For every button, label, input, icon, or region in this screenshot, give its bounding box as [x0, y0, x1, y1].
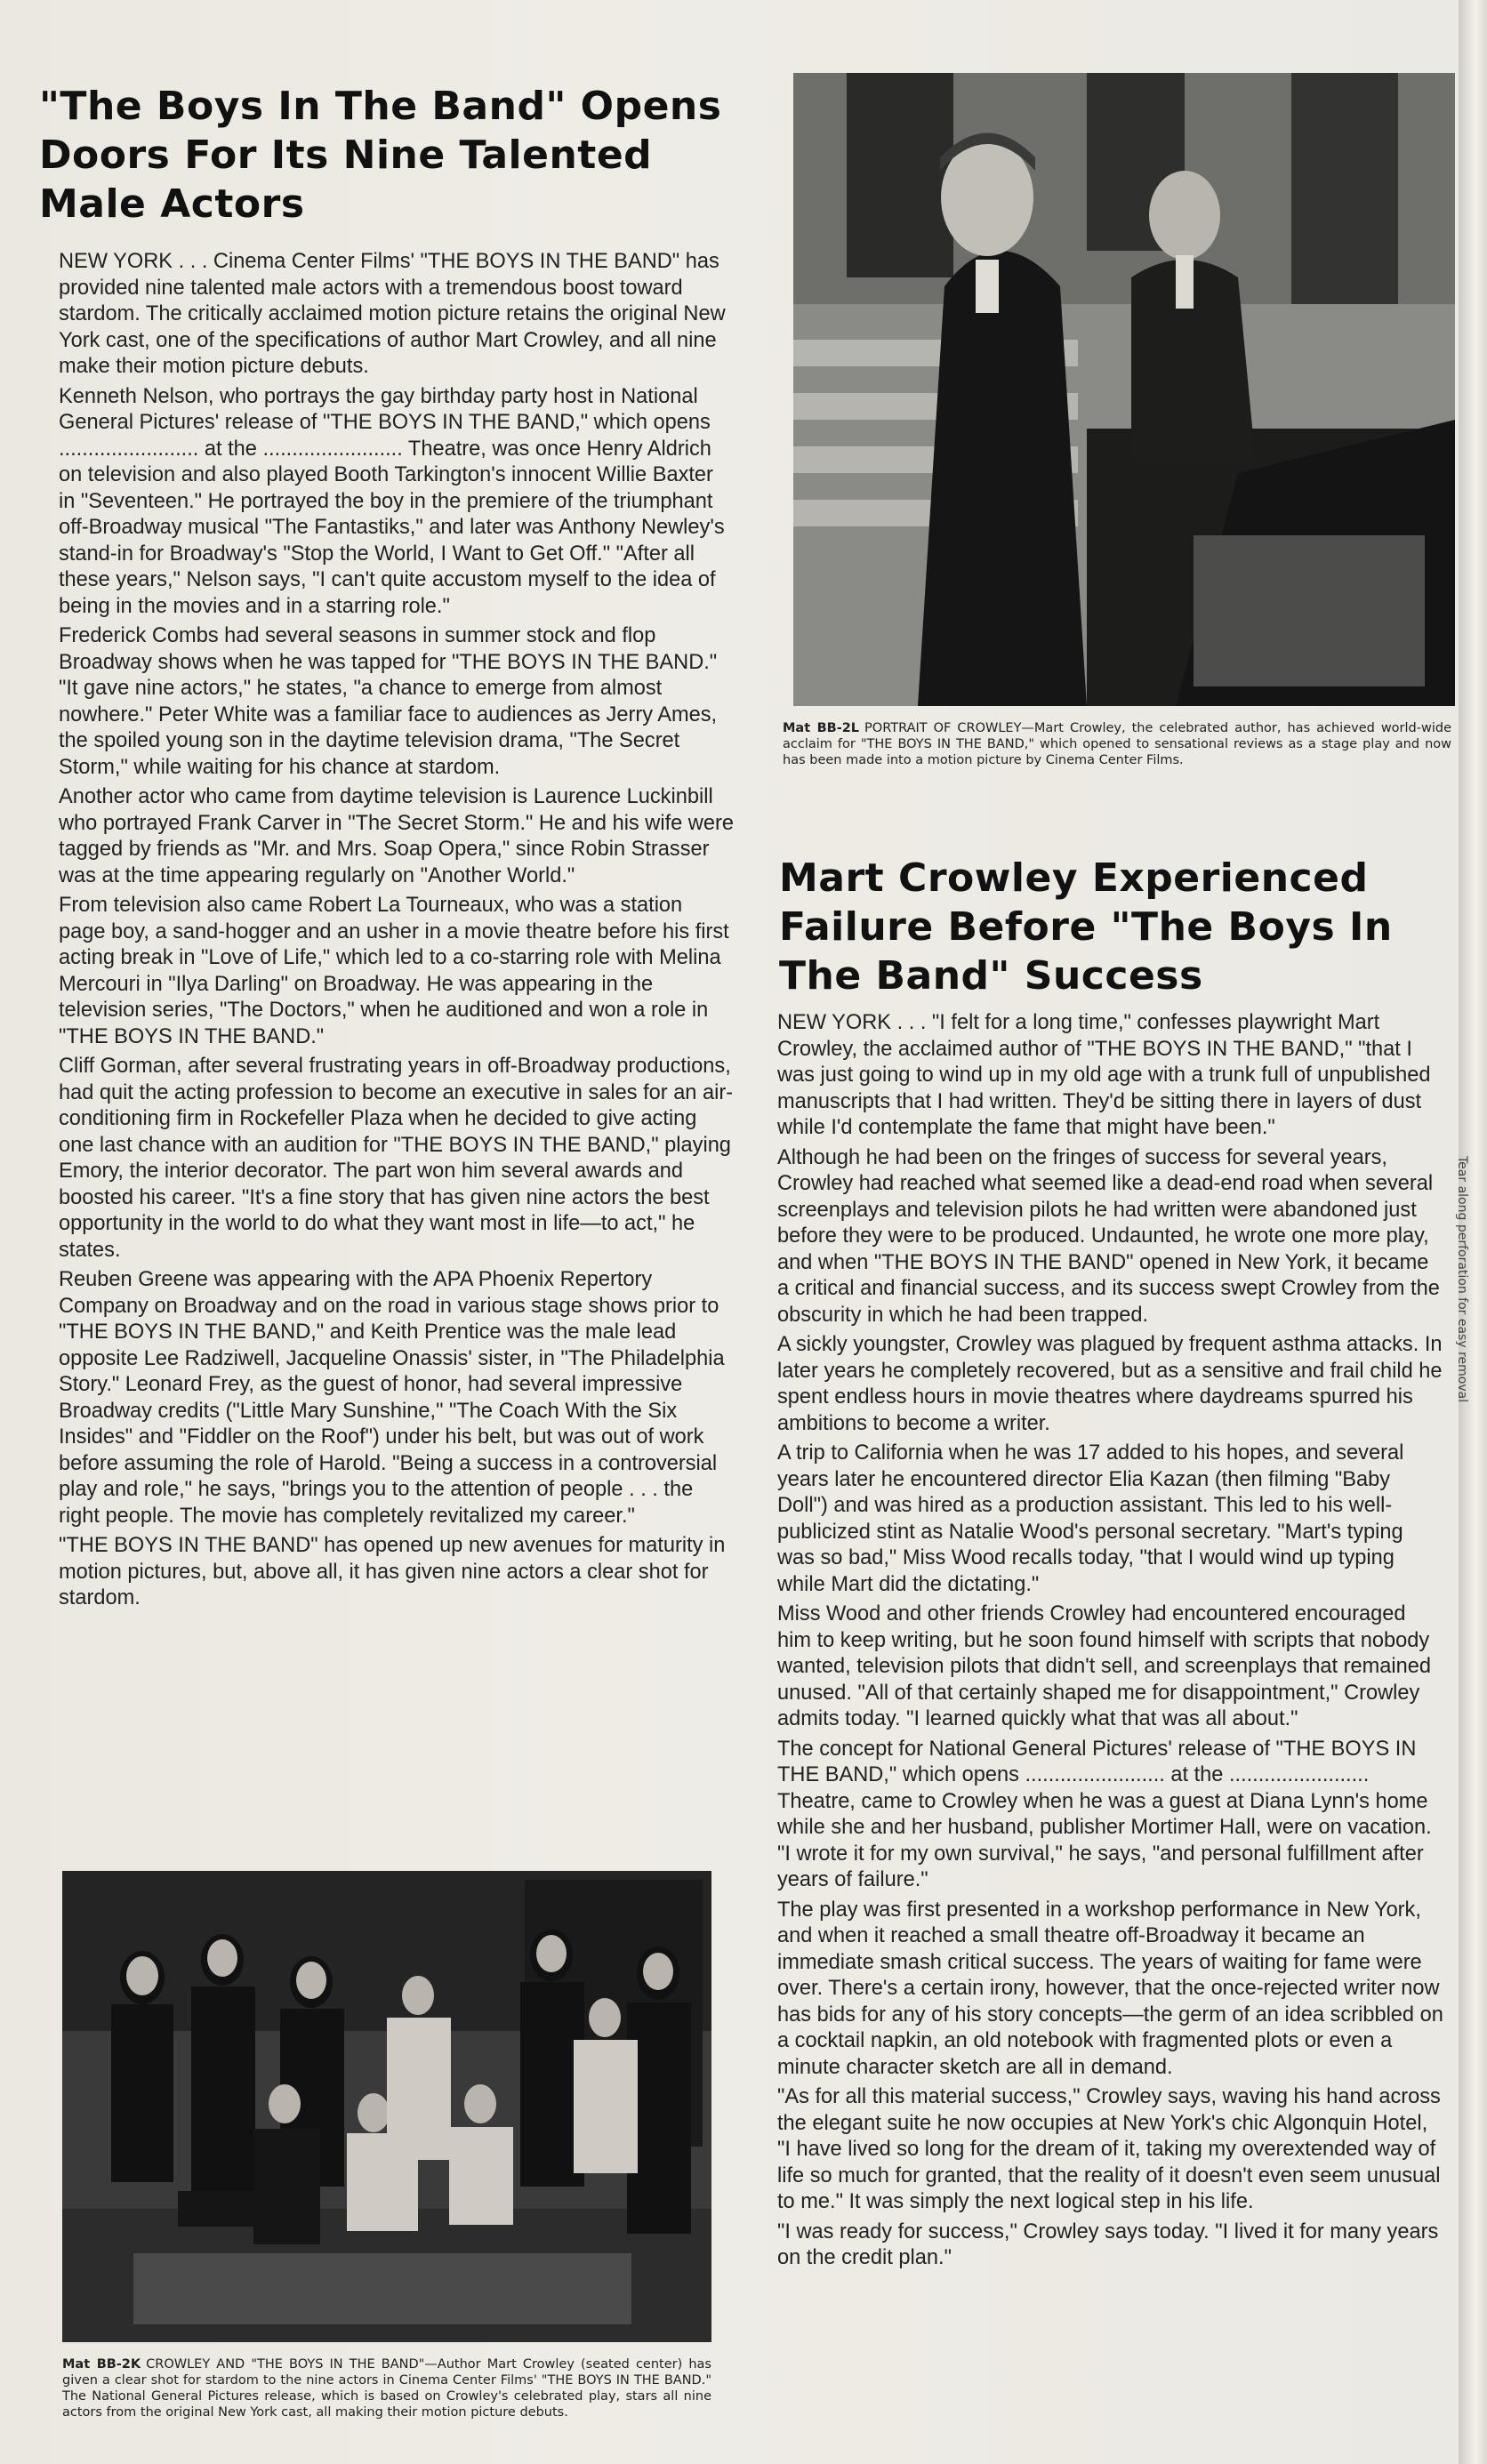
article2-paragraph: The concept for National General Pictures' release of "THE BOYS IN THE BAND," which opens ........................ at the ........................ Theatre, came to Crowley when he was a guest at Diana Lynn's home while she and her husband, publisher Mortimer Hall, were on vacation. "I wrote it for my own survival," he says, "and personal fulfillment after years of failure."	[777, 1737, 1432, 1891]
crowley-portrait-photo	[793, 73, 1455, 706]
article2-body	[777, 1010, 1444, 2275]
article2-paragraph: "I was ready for success," Crowley says today. "I lived it for many years on the credit plan."	[777, 2219, 1439, 2269]
article1-paragraph: "THE BOYS IN THE BAND" has opened up new avenues for maturity in motion pictures, but, above all, it has given nine actors a clear shot for stardom.	[59, 1534, 726, 1609]
article2-paragraph: NEW YORK . . . "I felt for a long time," confesses playwright Mart Crowley, the acclaimed author of "THE BOYS IN THE BAND," "that I was just going to wind up in my old age with a trunk full of unpublished manuscripts that I had written. They'd be sitting there in layers of dust while I'd contemplate the fame that might have been."	[777, 1011, 1431, 1139]
article2-paragraph: The play was first presented in a workshop performance in New York, and when it reached a small theatre off-Broadway it became an immediate smash critical success. The years of waiting for fame were over. There's a certain irony, however, that the once-rejected writer now has bids for any of his story concepts—the germ of an idea scribbled on a cocktail napkin, an old notebook with fragmented plots or even a minute character sketch are all in demand.	[777, 1898, 1443, 2079]
cast-photo-mat-number: Mat BB-2K	[62, 2357, 141, 2372]
crowley-portrait-caption-text: PORTRAIT OF CROWLEY—Mart Crowley, the celebrated author, has achieved world-wide acclaim for "THE BOYS IN THE BAND," which opened to sensational reviews as a stage play and now has been made into a motion picture by Cinema Center Films.	[783, 721, 1451, 767]
article1-body	[59, 249, 735, 1616]
article1-paragraph: Cliff Gorman, after several frustrating years in off-Broadway productions, had quit the acting profession to become an executive in sales for an air-conditioning firm in Rockefeller Plaza when he decided to give acting one last chance with an audition for "THE BOYS IN THE BAND," playing Emory, the interior decorator. The part won him several awards and boosted his career. "It's a fine story that has given nine actors the best opportunity in the world to do what they want most in life—to act," he states.	[59, 1055, 734, 1262]
article1-headline: "The Boys In The Band" Opens Doors For Its Nine Talented Male Actors	[39, 84, 722, 227]
article1-paragraph: Kenneth Nelson, who portrays the gay birthday party host in National General Pictures' release of "THE BOYS IN THE BAND," which opens ........................ at the ........................ Theatre, was once Henry Aldrich on television and also played Booth Tarkington's innocent Willie Baxter in "Seventeen." He portrayed the boy in the premiere of the triumphant off-Broadway musical "The Fantastiks," and later was Anthony Newley's stand-in for Broadway's "Stop the World, I Want to Get Off." "After all these years," Nelson says, "I can't quite accustom myself to the idea of being in the movies and in a starring role."	[59, 384, 725, 618]
article2-paragraph: A trip to California when he was 17 added to his hopes, and several years later he encountered director Elia Kazan (then filming "Baby Doll") and was hired as a production assistant. This led to his well-publicized stint as Natalie Wood's personal secretary. "Mart's typing was so bad," Miss Wood recalls today, "that I would wind up typing while Mart did the dictating."	[777, 1441, 1404, 1596]
crowley-portrait-caption	[783, 720, 1451, 768]
article1-paragraph: Reuben Greene was appearing with the APA Phoenix Repertory Company on Broadway and on the road in various stage shows prior to "THE BOYS IN THE BAND," and Keith Prentice was the male lead opposite Lee Radziwell, Jacqueline Onassis' sister, in "The Philadelphia Story." Leonard Frey, as the guest of honor, had several impressive Broadway credits ("Little Mary Sunshine," "The Coach With the Six Insides" and "Fiddler on the Roof") under his belt, but was out of work before assuming the role of Harold. "Being a success in a controversial play and role," he says, "brings you to the attention of people . . . the right people. The movie has completely revitalized my career."	[59, 1268, 725, 1528]
article1-paragraph: From television also came Robert La Tourneaux, who was a station page boy, a sand-hogger and an usher in a movie theatre before his first acting break in "Love of Life," which led to a co-starring role with Melina Mercouri in "Ilya Darling" on Broadway. He was appearing in the television series, "The Doctors," when he auditioned and won a role in "THE BOYS IN THE BAND."	[59, 894, 729, 1048]
article2-headline: Mart Crowley Experienced Failure Before "The Boys In The Band" Success	[779, 855, 1393, 999]
article2-paragraph: Although he had been on the fringes of success for several years, Crowley had reached what seemed like a dead-end road when several screenplays and television pilots he had written were abandoned just before they were to be produced. Undaunted, he wrote one more play, and when "THE BOYS IN THE BAND" opened in New York, it became a critical and financial success, and its success swept Crowley from the obscurity in which he had been trapped.	[777, 1145, 1440, 1327]
cast-photo	[62, 1871, 711, 2342]
article1-paragraph: NEW YORK . . . Cinema Center Films' "THE BOYS IN THE BAND" has provided nine talented male actors with a tremendous boost toward stardom. The critically acclaimed motion picture retains the original New York cast, one of the specifications of author Mart Crowley, and all nine make their motion picture debuts.	[59, 250, 726, 378]
cast-photo-caption	[62, 2356, 711, 2420]
article1-paragraph: Another actor who came from daytime television is Laurence Luckinbill who portrayed Frank Carver in "The Secret Storm." He and his wife were tagged by friends as "Mr. and Mrs. Soap Opera," since Robin Strasser was at the time appearing regularly on "Another World."	[59, 785, 734, 887]
crowley-portrait-mat-number: Mat BB-2L	[783, 721, 860, 735]
tear-along-perforation-note: Tear along perforation for easy removal	[1455, 1156, 1469, 1403]
article1-paragraph: Frederick Combs had several seasons in summer stock and flop Broadway shows when he was tapped for "THE BOYS IN THE BAND." "It gave nine actors," he states, "a chance to emerge from almost nowhere." Peter White was a familiar face to audiences as Jerry Ames, the spoiled young son in the daytime television drama, "The Secret Storm," while waiting for his chance at stardom.	[59, 624, 718, 779]
cast-photo-caption-text: CROWLEY AND "THE BOYS IN THE BAND"—Author Mart Crowley (seated center) has given a clear shot for stardom to the nine actors in Cinema Center Films' "THE BOYS IN THE BAND." The National General Pictures release, which is based on Crowley's celebrated play, stars all nine actors from the original New York cast, all making their motion picture debuts.	[62, 2357, 711, 2420]
article2-paragraph: Miss Wood and other friends Crowley had encountered encouraged him to keep writing, but he soon found himself with scripts that nobody wanted, television pilots that didn't sell, and screenplays that remained unused. "All of that certainly shaped me for disappointment," Crowley admits today. "I learned quickly what that was all about."	[777, 1602, 1432, 1730]
article2-paragraph: A sickly youngster, Crowley was plagued by frequent asthma attacks. In later years he completely recovered, but as a sensitive and frail child he spent endless hours in movie theatres where daydreams spurred his ambitions to become a writer.	[777, 1333, 1443, 1435]
article2-paragraph: "As for all this material success," Crowley says, waving his hand across the elegant suite he now occupies at New York's chic Algonquin Hotel, "I have lived so long for the dream of it, taking my overextended way of life so much for granted, that the reality of it doesn't even seem unusual to me." It was simply the next logical step in his life.	[777, 2085, 1441, 2213]
